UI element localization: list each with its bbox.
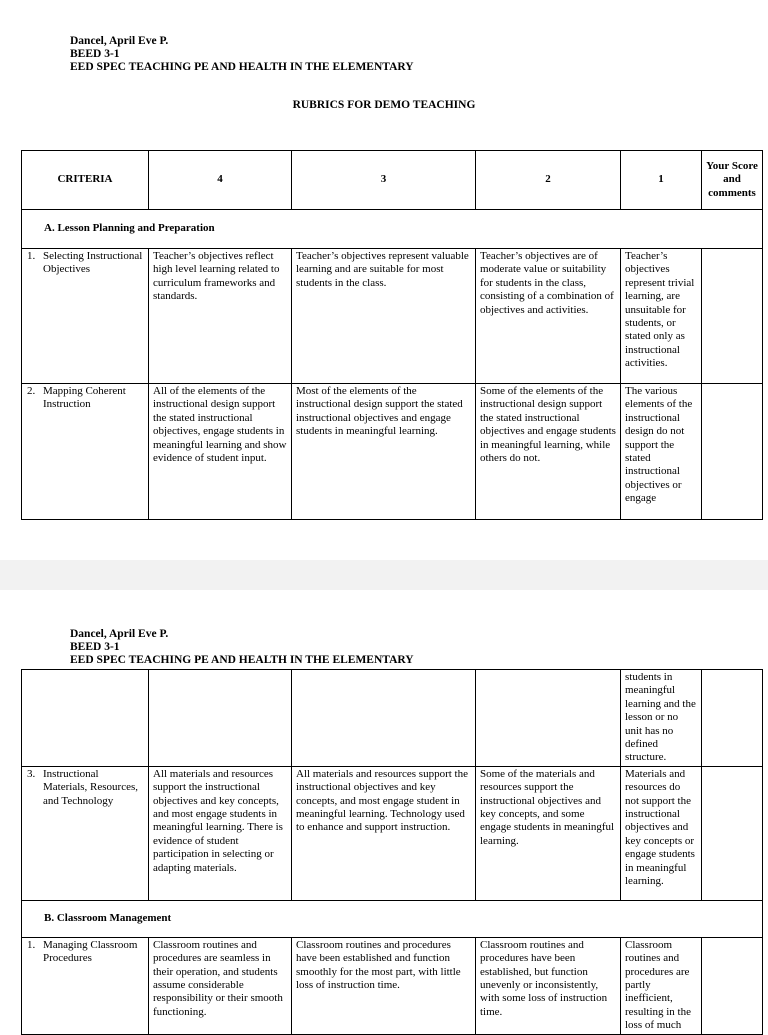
criteria-cell xyxy=(22,766,149,900)
your-score-cell[interactable] xyxy=(702,249,763,384)
score-4-cell: Teacher’s objectives reflect high level learning related to curriculum frameworks and standards. xyxy=(149,249,292,384)
criteria-label: Managing Classroom Procedures xyxy=(43,938,138,965)
table-row xyxy=(22,670,763,767)
student-name: Dancel, April Eve P. xyxy=(70,35,169,47)
col-header-score-2: 2 xyxy=(476,151,621,210)
score-1-cell: Materials and resources do not support the instructional objectives and key concepts or engage students in meaningful learning. xyxy=(621,766,702,900)
score-2-cell: Some of the materials and resources support the instructional objectives and key concepts, and some engage students in meaningful learning. xyxy=(476,766,621,900)
score-4-cell xyxy=(149,670,292,767)
score-1-text: The various elements of the instructional design do not support the stated instructional objectives or engage xyxy=(625,385,693,505)
document-header xyxy=(70,628,414,666)
document-page-2 xyxy=(0,590,768,1032)
score-3-cell: Most of the elements of the instructional design support the stated instructional objectives and engage students in meaningful learning. xyxy=(292,384,476,520)
score-4-cell: Classroom routines and procedures are seamless in their operation, and students assume considerable responsibility or their smooth functioning. xyxy=(149,937,292,1034)
course-title: EED SPEC TEACHING PE AND HEALTH IN THE ELEMENTARY xyxy=(70,653,414,666)
col-header-score-1: 1 xyxy=(621,151,702,210)
your-score-cell[interactable] xyxy=(702,384,763,520)
table-row xyxy=(22,249,763,384)
score-1-cell: students in meaningful learning and the lesson or no unit has no defined structure. xyxy=(621,670,702,767)
score-1-cell xyxy=(621,384,702,520)
score-3-cell xyxy=(292,670,476,767)
score-1-cell: Classroom routines and procedures are partly inefficient, resulting in the loss of much xyxy=(621,937,702,1034)
section-row xyxy=(22,900,763,937)
your-score-cell[interactable] xyxy=(702,766,763,900)
student-name: Dancel, April Eve P. xyxy=(70,628,169,640)
criteria-label: Instructional Materials, Resources, and Technology xyxy=(43,767,138,807)
criteria-cell xyxy=(22,249,149,384)
row-number: 3. xyxy=(27,767,36,780)
col-header-score-4: 4 xyxy=(149,151,292,210)
table-row xyxy=(22,937,763,1034)
score-3-cell: Teacher’s objectives represent valuable learning and are suitable for most students in the class. xyxy=(292,249,476,384)
row-number: 2. xyxy=(27,385,36,397)
col-header-your-score: Your Score and comments xyxy=(702,151,763,210)
row-number: 1. xyxy=(27,250,36,262)
section-title: B. Classroom Management xyxy=(22,900,763,937)
criteria-cell xyxy=(22,670,149,767)
score-4-cell: All of the elements of the instructional design support the stated instructional objectives, engage students in meaningful learning and show evidence of student input. xyxy=(149,384,292,520)
student-section: BEED 3-1 xyxy=(70,47,120,60)
table-row xyxy=(22,384,763,520)
criteria-label: Mapping Coherent Instruction xyxy=(43,385,126,411)
section-row xyxy=(22,210,763,249)
score-3-cell: All materials and resources support the instructional objectives and key concepts, and most engage student in meaningful learning. Technology used to enhance and support instruction. xyxy=(292,766,476,900)
table-header-row xyxy=(22,151,763,210)
document-title: RUBRICS FOR DEMO TEACHING xyxy=(292,99,476,111)
page-break xyxy=(0,560,768,590)
your-score-cell[interactable] xyxy=(702,937,763,1034)
rubric-table xyxy=(21,150,763,520)
document-header xyxy=(70,35,414,73)
score-3-cell: Classroom routines and procedures have been established and function smoothly for the most part, with little loss of instruction time. xyxy=(292,937,476,1034)
your-score-cell[interactable] xyxy=(702,670,763,767)
student-section: BEED 3-1 xyxy=(70,640,120,653)
section-title: A. Lesson Planning and Preparation xyxy=(22,210,763,249)
col-header-criteria: CRITERIA xyxy=(22,151,149,210)
row-number: 1. xyxy=(27,938,36,951)
table-row xyxy=(22,766,763,900)
score-1-cell: Teacher’s objectives represent trivial learning, are unsuitable for students, or stated only as instructional activities. xyxy=(621,249,702,384)
score-2-cell: Classroom routines and procedures have been established, but function unevenly or inconsistently, with some loss of instruction time. xyxy=(476,937,621,1034)
score-2-cell: Some of the elements of the instructional design support the stated instructional objectives and engage students in meaningful learning, while others do not. xyxy=(476,384,621,520)
criteria-label: Selecting Instructional Objectives xyxy=(43,250,143,276)
score-2-cell xyxy=(476,670,621,767)
criteria-cell xyxy=(22,937,149,1034)
score-4-cell: All materials and resources support the instructional objectives and key concepts, and most engage students in meaningful learning. There is evidence of student participation in selecting or adapting materials. xyxy=(149,766,292,900)
col-header-score-3: 3 xyxy=(292,151,476,210)
criteria-cell xyxy=(22,384,149,520)
rubric-table-continued xyxy=(21,669,763,1035)
score-2-cell: Teacher’s objectives are of moderate value or suitability for students in the class, consisting of a combination of objectives and activities. xyxy=(476,249,621,384)
course-title: EED SPEC TEACHING PE AND HEALTH IN THE ELEMENTARY xyxy=(70,60,414,73)
